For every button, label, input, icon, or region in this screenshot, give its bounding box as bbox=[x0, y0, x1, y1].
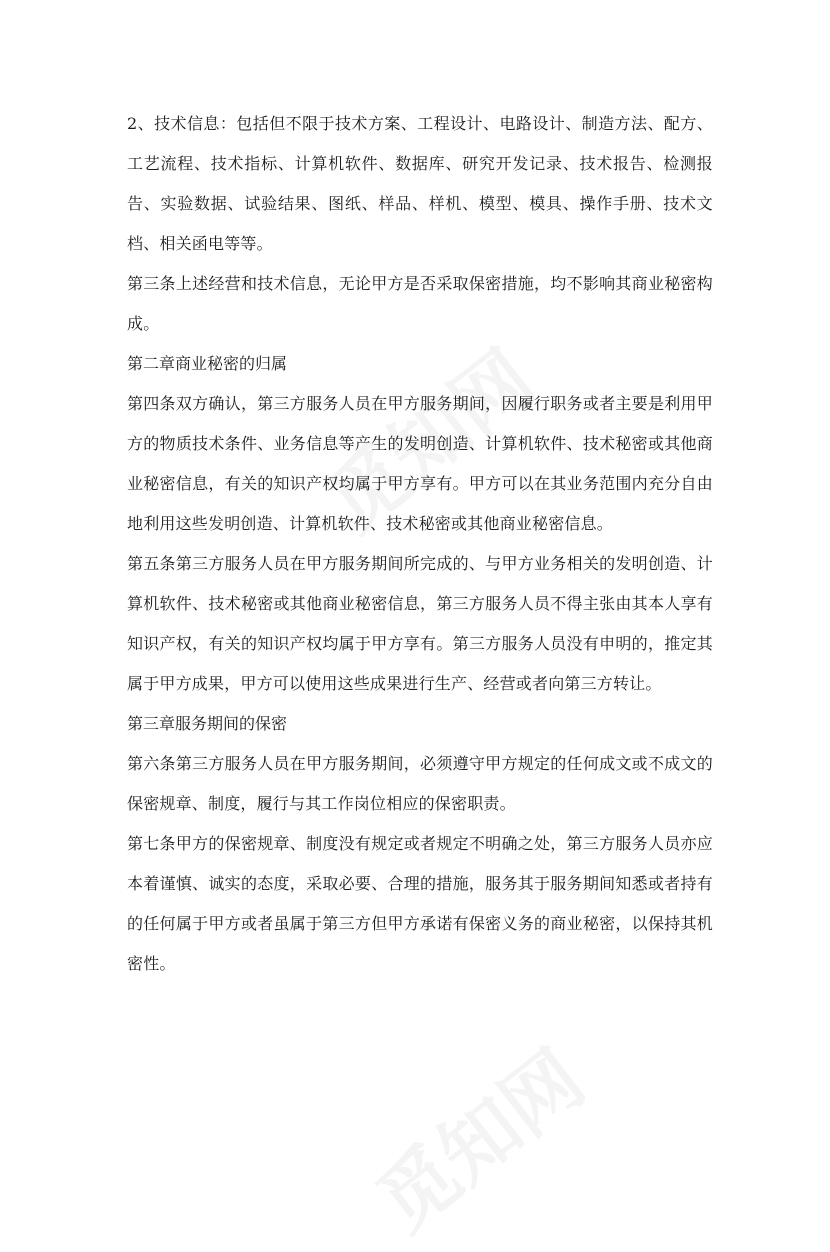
paragraph-article-6: 第六条第三方服务人员在甲方服务期间，必须遵守甲方规定的任何成文或不成文的保密规章、制度，履行与其工作岗位相应的保密职责。 bbox=[127, 754, 713, 813]
watermark-logo-bottom bbox=[350, 1020, 603, 1252]
paragraph-article-3: 第三条上述经营和技术信息，无论甲方是否采取保密措施，均不影响其商业秘密构成。 bbox=[127, 274, 713, 333]
chapter-heading-3: 第三章服务期间的保密 bbox=[127, 714, 288, 733]
paragraph-article-5: 第五条第三方服务人员在甲方服务期间所完成的、与甲方业务相关的发明创造、计算机软件、技术秘密或其他商业秘密信息，第三方服务人员不得主张由其本人享有知识产权，有关的知识产权均属于甲方享有。第三方服务人员没有申明的，推定其属于甲方成果，甲方可以使用这些成果进行生产、经营或者向第三方转让。 bbox=[127, 554, 713, 693]
chapter-heading-2: 第二章商业秘密的归属 bbox=[127, 354, 288, 373]
paragraph-article-7: 第七条甲方的保密规章、制度没有规定或者规定不明确之处，第三方服务人员亦应本着谨慎、诚实的态度，采取必要、合理的措施，服务其于服务期间知悉或者持有的任何属于甲方或者虽属于第三方但甲方承诺有保密义务的商业秘密，以保持其机密性。 bbox=[127, 834, 713, 973]
document-body bbox=[127, 104, 713, 984]
paragraph-article-4: 第四条双方确认，第三方服务人员在甲方服务期间，因履行职务或者主要是利用甲方的物质技术条件、业务信息等产生的发明创造、计算机软件、技术秘密或其他商业秘密信息，有关的知识产权均属于甲方享有。甲方可以在其业务范围内充分自由地利用这些发明创造、计算机软件、技术秘密或其他商业秘密信息。 bbox=[127, 394, 713, 533]
paragraph-technical-info: 2、技术信息：包括但不限于技术方案、工程设计、电路设计、制造方法、配方、工艺流程、技术指标、计算机软件、数据库、研究开发记录、技术报告、检测报告、实验数据、试验结果、图纸、样品、样机、模型、模具、操作手册、技术文档、相关函电等等。 bbox=[127, 114, 713, 253]
